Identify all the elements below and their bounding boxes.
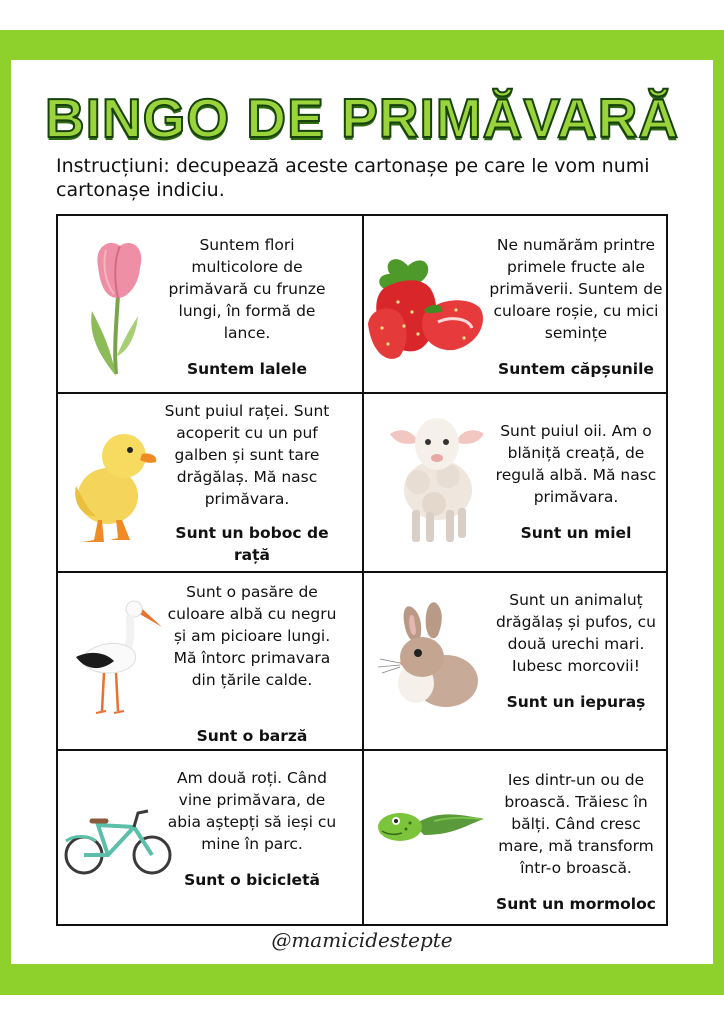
- card-lamb: [364, 394, 668, 571]
- card-duckling: [58, 394, 362, 571]
- card-strawberry: [364, 216, 668, 392]
- card-answer: Sunt un miel: [520, 524, 632, 542]
- card-text: Am două roți. Când vine primăvara, de abia aștepți să ieși cu mine în parc.: [167, 769, 337, 853]
- tulip-icon: [80, 236, 150, 376]
- card-text: Sunt un animaluț drăgălaș și pufos, cu două urechi mari. Iubesc morcovii!: [495, 591, 657, 675]
- bunny-icon: [376, 601, 486, 713]
- card-answer: Sunt un iepuraș: [506, 693, 646, 711]
- card-tulip: [58, 216, 362, 392]
- card-text: Sunt puiul raței. Sunt acoperit cu un puf galben și sunt tare drăgălaș. Mă nasc primăvara.: [164, 402, 330, 508]
- card-grid: [56, 214, 668, 926]
- bicycle-icon: [64, 805, 174, 875]
- card-text: Sunt puiul oii. Am o blăniță creață, de regulă albă. Mă nasc primăvara.: [495, 422, 657, 506]
- page-title: BINGO DE PRIMĂVARĂ: [44, 87, 680, 149]
- card-bicycle: [58, 751, 362, 927]
- card-text: Ies dintr-un ou de broască. Trăiesc în bălți. Când cresc mare, mă transform într-o broască.: [498, 771, 654, 877]
- card-tadpole: [364, 751, 668, 927]
- card-text: Sunt o pasăre de culoare albă cu negru și am picioare lungi. Mă întorc primavara din țările calde.: [167, 583, 337, 689]
- lamb-icon: [388, 412, 486, 544]
- card-bunny: [364, 573, 668, 749]
- card-answer: Suntem căpșunile: [498, 360, 654, 378]
- card-answer: Sunt un mormoloc: [496, 895, 656, 913]
- strawberry-icon: [368, 252, 486, 364]
- card-answer: Sunt o barză: [196, 727, 308, 745]
- footer-handle: @mamicidestepte: [271, 928, 453, 952]
- card-text: Ne numărăm printre primele fructe ale primăverii. Suntem de culoare roșie, cu mici semințe: [489, 236, 663, 342]
- card-answer: Sunt un boboc de rață: [175, 524, 329, 564]
- card-stork: [58, 573, 362, 749]
- duckling-icon: [70, 416, 158, 546]
- card-text: Suntem flori multicolore de primăvară cu frunze lungi, în formă de lance.: [168, 236, 326, 342]
- instructions: Instrucțiuni: decupează aceste cartonașe pe care le vom numi cartonașe indiciu.: [56, 155, 650, 201]
- card-answer: Sunt o bicicletă: [184, 871, 320, 889]
- card-answer: Suntem lalele: [186, 360, 308, 378]
- tadpole-icon: [374, 805, 486, 849]
- stork-icon: [74, 595, 164, 715]
